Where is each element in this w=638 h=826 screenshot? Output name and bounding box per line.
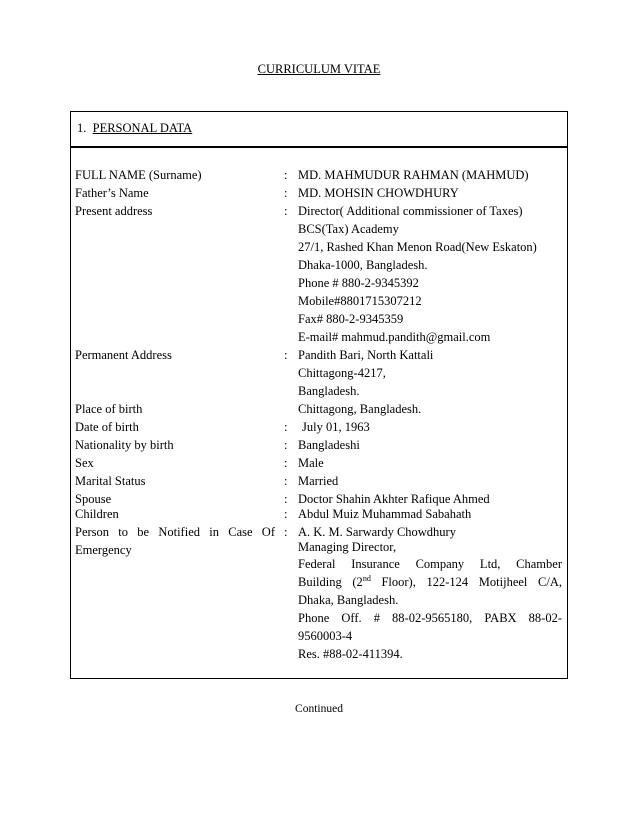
section-heading-text: PERSONAL DATA	[92, 121, 193, 135]
present-address-line: Director( Additional commissioner of Taxes)	[298, 204, 523, 218]
separator: :	[284, 474, 288, 488]
present-address-line: Dhaka-1000, Bangladesh.	[298, 258, 428, 272]
emergency-contact-name: A. K. M. Sarwardy Chowdhury	[298, 525, 456, 539]
separator: :	[284, 525, 288, 539]
sex-label: Sex	[75, 456, 94, 470]
full-name-label: FULL NAME (Surname)	[75, 168, 202, 182]
continued-note: Continued	[295, 703, 343, 715]
separator: :	[284, 186, 288, 200]
present-address-email: E-mail# mahmud.pandith@gmail.com	[298, 330, 491, 344]
children-value: Abdul Muiz Muhammad Sabahath	[298, 507, 472, 521]
present-address-line: 27/1, Rashed Khan Menon Road(New Eskaton)	[298, 240, 537, 254]
nationality-value: Bangladeshi	[298, 438, 360, 452]
building-text: Building (2	[298, 575, 363, 589]
separator: :	[284, 420, 288, 434]
emergency-phone-cont: 9560003-4	[298, 629, 353, 643]
emergency-contact-address	[298, 555, 562, 663]
section-header-box	[70, 111, 568, 148]
emergency-contact-label	[75, 523, 275, 559]
present-address-label: Present address	[75, 204, 153, 218]
marital-status-value: Married	[298, 474, 339, 488]
permanent-address-line: Pandith Bari, North Kattali	[298, 348, 434, 362]
separator: :	[284, 204, 288, 218]
place-of-birth-value: Chittagong, Bangladesh.	[298, 402, 422, 416]
emergency-company: Federal Insurance Company Ltd, Chamber	[298, 557, 562, 571]
present-address-phone: Phone # 880-2-9345392	[298, 276, 419, 290]
emergency-label-line: Emergency	[75, 543, 132, 557]
building-superscript: nd	[362, 573, 371, 583]
children-label: Children	[75, 507, 119, 521]
separator: :	[284, 348, 288, 362]
spouse-label: Spouse	[75, 492, 112, 506]
present-address-mobile: Mobile#8801715307212	[298, 294, 422, 308]
nationality-label: Nationality by birth	[75, 438, 174, 452]
place-of-birth-label: Place of birth	[75, 402, 143, 416]
sex-value: Male	[298, 456, 324, 470]
emergency-contact-position: Managing Director,	[298, 540, 397, 554]
father-name-label: Father’s Name	[75, 186, 149, 200]
date-of-birth-value: July 01, 1963	[302, 420, 370, 434]
date-of-birth-label: Date of birth	[75, 420, 139, 434]
building-text: Floor), 122-124 Motijheel C/A,	[370, 575, 562, 589]
separator: :	[284, 168, 288, 182]
document-title: CURRICULUM VITAE	[257, 62, 381, 76]
emergency-phone: Phone Off. # 88-02-9565180, PABX 88-02-	[298, 611, 562, 625]
emergency-building	[298, 573, 562, 591]
father-name-value: MD. MOHSIN CHOWDHURY	[298, 186, 459, 200]
permanent-address-line: Bangladesh.	[298, 384, 360, 398]
marital-status-label: Marital Status	[75, 474, 146, 488]
separator: :	[284, 507, 288, 521]
spouse-value: Doctor Shahin Akhter Rafique Ahmed	[298, 492, 490, 506]
present-address-fax: Fax# 880-2-9345359	[298, 312, 404, 326]
emergency-city: Dhaka, Bangladesh.	[298, 593, 399, 607]
full-name-value: MD. MAHMUDUR RAHMAN (MAHMUD)	[298, 168, 529, 182]
separator: :	[284, 438, 288, 452]
permanent-address-line: Chittagong-4217,	[298, 366, 386, 380]
emergency-label-line: Person to be Notified in Case Of	[75, 525, 275, 539]
emergency-residence-phone: Res. #88-02-411394.	[298, 647, 403, 661]
separator: :	[284, 456, 288, 470]
section-heading	[77, 121, 192, 136]
section-number: 1.	[77, 121, 87, 135]
present-address-line: BCS(Tax) Academy	[298, 222, 399, 236]
permanent-address-label: Permanent Address	[75, 348, 172, 362]
separator: :	[284, 492, 288, 506]
